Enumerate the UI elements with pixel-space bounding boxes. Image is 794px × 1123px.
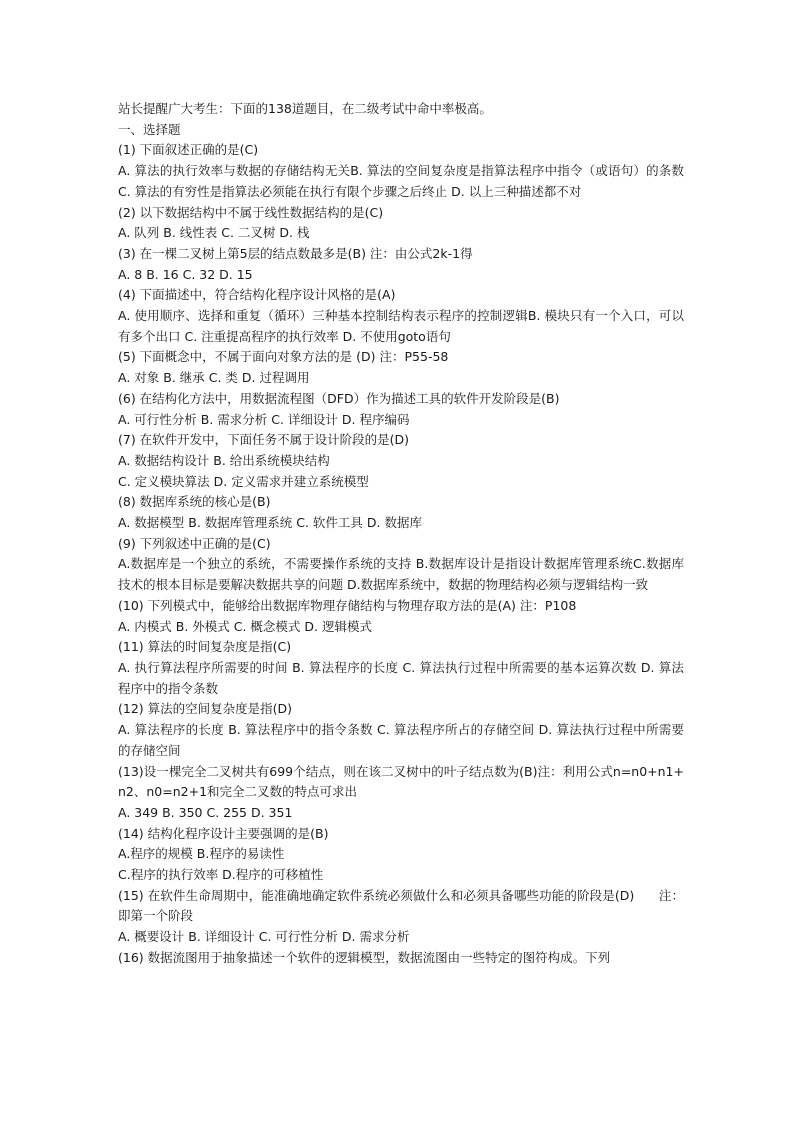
question-7: (7) 在软件开发中，下面任务不属于设计阶段的是(D)	[118, 432, 410, 448]
question-15-options: A. 概要设计 B. 详细设计 C. 可行性分析 D. 需求分析	[118, 929, 410, 945]
question-11: (11) 算法的时间复杂度是指(C)	[118, 639, 292, 655]
question-12: (12) 算法的空间复杂度是指(D)	[118, 701, 293, 717]
question-5: (5) 下面概念中，不属于面向对象方法的是 (D) 注：P55-58	[118, 349, 449, 365]
question-10-options: A. 内模式 B. 外模式 C. 概念模式 D. 逻辑模式	[118, 618, 372, 634]
question-8-options: A. 数据模型 B. 数据库管理系统 C. 软件工具 D. 数据库	[118, 515, 422, 531]
question-13: (13)设一棵完全二叉树共有699个结点，则在该二叉树中的叶子结点数为(B)注：利用公式n=n0+n1+n2、n0=n2+1和完全二叉数的特点可求出	[118, 763, 684, 800]
question-11-options: A. 执行算法程序所需要的时间 B. 算法程序的长度 C. 算法执行过程中所需要的基本运算次数 D. 算法程序中的指令条数	[118, 659, 684, 696]
question-15: (15) 在软件生命周期中，能准确地确定软件系统必须做什么和必须具备哪些功能的阶段是(D) 注：即第一个阶段	[118, 887, 684, 924]
question-5-options: A. 对象 B. 继承 C. 类 D. 过程调用	[118, 370, 310, 386]
document-page	[118, 99, 688, 969]
section-title: 一、选择题	[118, 121, 181, 137]
question-7-options-ab: A. 数据结构设计 B. 给出系统模块结构	[118, 452, 330, 468]
question-4: (4) 下面描述中，符合结构化程序设计风格的是(A)	[118, 287, 396, 303]
question-2-options: A. 队列 B. 线性表 C. 二叉树 D. 栈	[118, 225, 310, 241]
question-3-options: A. 8 B. 16 C. 32 D. 15	[118, 266, 253, 282]
question-8: (8) 数据库系统的核心是(B)	[118, 494, 271, 510]
question-10: (10) 下列模式中，能够给出数据库物理存储结构与物理存取方法的是(A) 注：P108	[118, 597, 577, 613]
question-2: (2) 以下数据结构中不属于线性数据结构的是(C)	[118, 204, 384, 220]
question-16: (16) 数据流图用于抽象描述一个软件的逻辑模型，数据流图由一些特定的图符构成。下列	[118, 949, 611, 965]
question-14: (14) 结构化程序设计主要强调的是(B)	[118, 825, 329, 841]
question-7-options-cd: C. 定义模块算法 D. 定义需求并建立系统模型	[118, 473, 369, 489]
question-9-options: A.数据库是一个独立的系统，不需要操作系统的支持 B.数据库设计是指设计数据库管理系统C.数据库技术的根本目标是要解决数据共享的问题 D.数据库系统中，数据的物理结构必须与逻辑结构一致	[118, 556, 684, 593]
question-14-options-ab: A.程序的规模 B.程序的易读性	[118, 846, 285, 862]
question-12-options: A. 算法程序的长度 B. 算法程序中的指令条数 C. 算法程序所占的存储空间 D. 算法执行过程中所需要的存储空间	[118, 722, 684, 758]
intro-text: 站长提醒广大考生：下面的138道题目，在二级考试中命中率极高。	[118, 101, 492, 116]
question-4-options: A. 使用顺序、选择和重复（循环）三种基本控制结构表示程序的控制逻辑B. 模块只有一个入口，可以有多个出口 C. 注重提高程序的执行效率 D. 不使用goto语句	[118, 308, 684, 344]
question-14-options-cd: C.程序的执行效率 D.程序的可移植性	[118, 867, 324, 883]
question-13-options: A. 349 B. 350 C. 255 D. 351	[118, 804, 293, 820]
question-1-options: A. 算法的执行效率与数据的存储结构无关B. 算法的空间复杂度是指算法程序中指令（或语句）的条数 C. 算法的有穷性是指算法必须能在执行有限个步骤之后终止 D. 以上三种描述都不对	[118, 163, 688, 199]
question-9: (9) 下列叙述中正确的是(C)	[118, 535, 271, 551]
question-1: (1) 下面叙述正确的是(C)	[118, 142, 259, 158]
question-6-options: A. 可行性分析 B. 需求分析 C. 详细设计 D. 程序编码	[118, 411, 410, 427]
question-3: (3) 在一棵二叉树上第5层的结点数最多是(B) 注：由公式2k-1得	[118, 245, 473, 261]
question-6: (6) 在结构化方法中，用数据流程图（DFD）作为描述工具的软件开发阶段是(B)	[118, 390, 560, 406]
